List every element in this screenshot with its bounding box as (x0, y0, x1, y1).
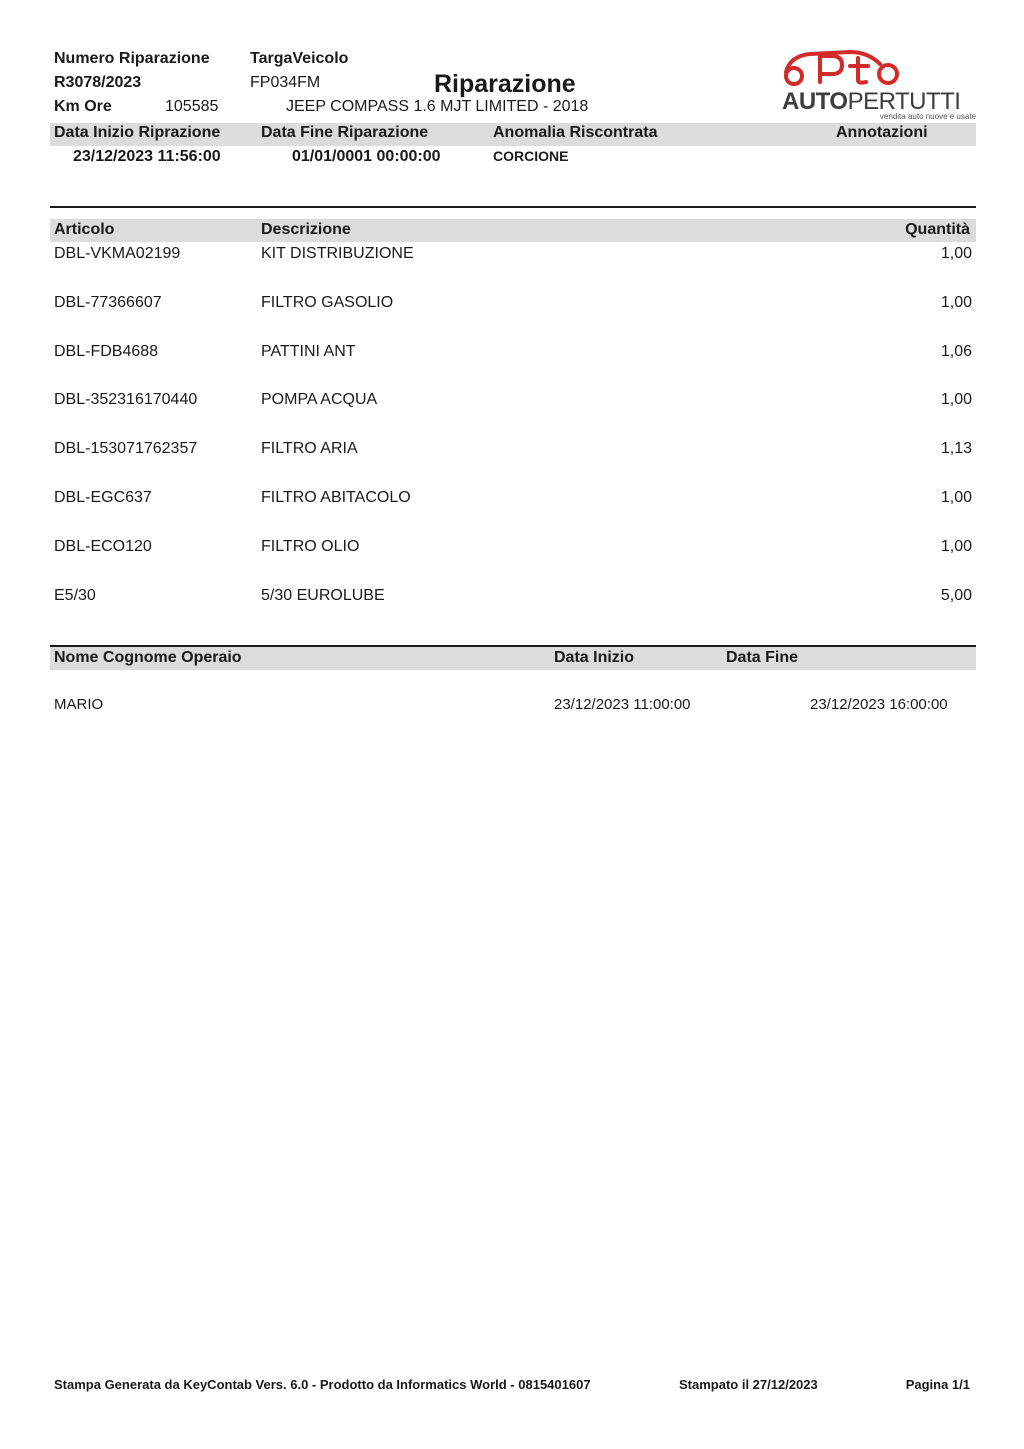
vehicle-description: JEEP COMPASS 1.6 MJT LIMITED - 2018 (286, 98, 589, 115)
item-description: PATTINI ANT (261, 342, 356, 360)
col-quantity-header: Quantità (905, 221, 970, 238)
km-value: 105585 (165, 98, 219, 115)
item-description: FILTRO GASOLIO (261, 293, 394, 311)
anomaly-label: Anomalia Riscontrata (493, 124, 658, 141)
item-code: DBL-EGC637 (54, 489, 152, 506)
item-description: POMPA ACQUA (261, 391, 378, 409)
item-quantity: 1,00 (940, 391, 972, 409)
item-quantity: 1,00 (940, 489, 972, 506)
start-date-value: 23/12/2023 11:56:00 (73, 148, 221, 165)
items-header-bar (50, 219, 976, 242)
item-description: KIT DISTRIBUZIONE (261, 245, 414, 262)
col-worker-end-header: Data Fine (726, 649, 799, 666)
logo-wordmark: AUTOPERTUTTI (782, 88, 961, 115)
col-description-header: Descrizione (261, 221, 351, 238)
item-quantity: 1,00 (940, 293, 972, 311)
start-date-label: Data Inizio Riprazione (54, 124, 221, 141)
notes-label: Annotazioni (836, 124, 928, 141)
page-title: Riparazione (434, 70, 576, 98)
table-row (54, 538, 972, 558)
item-description: FILTRO OLIO (261, 537, 360, 555)
numero-label: Numero Riparazione (54, 50, 210, 67)
col-worker-name-header: Nome Cognome Operaio (54, 649, 242, 666)
item-quantity: 1,06 (940, 342, 972, 360)
item-quantity: 1,13 (940, 440, 972, 458)
item-code: DBL-VKMA02199 (54, 245, 181, 262)
items-top-rule (50, 206, 976, 208)
table-row (54, 245, 972, 265)
footer-page-number: Pagina 1/1 (905, 1377, 970, 1392)
item-description: FILTRO ABITACOLO (261, 489, 411, 506)
footer-generated: Stampa Generata da KeyContab Vers. 6.0 - Prodotto da Informatics World - 0815401607 (54, 1377, 591, 1392)
end-date-label: Data Fine Riparazione (261, 124, 429, 141)
table-row (54, 587, 972, 607)
item-code: DBL-ECO120 (54, 537, 152, 555)
item-code: DBL-77366607 (54, 293, 162, 311)
worker-start: 23/12/2023 11:00:00 (554, 696, 691, 713)
worker-end: 23/12/2023 16:00:00 (810, 696, 948, 713)
item-description: FILTRO ARIA (261, 440, 358, 458)
table-row (54, 343, 972, 363)
table-row (54, 294, 972, 314)
km-label: Km Ore (54, 98, 112, 115)
end-date-value: 01/01/0001 00:00:00 (292, 148, 441, 165)
anomaly-value: CORCIONE (493, 148, 569, 164)
car-logo-icon (780, 46, 910, 88)
company-logo (778, 46, 978, 124)
item-code: DBL-153071762357 (54, 440, 198, 458)
item-quantity: 1,00 (940, 245, 972, 262)
item-code: DBL-FDB4688 (54, 342, 159, 360)
item-description: 5/30 EUROLUBE (261, 586, 385, 604)
targa-label: TargaVeicolo (250, 50, 349, 67)
footer-printed-date: Stampato il 27/12/2023 (679, 1377, 818, 1392)
table-row (54, 391, 972, 411)
item-quantity: 5,00 (940, 586, 972, 604)
col-article-header: Articolo (54, 221, 115, 238)
table-row (54, 440, 972, 460)
col-worker-start-header: Data Inizio (554, 649, 635, 666)
item-code: DBL-352316170440 (54, 391, 198, 409)
numero-value: R3078/2023 (54, 74, 142, 91)
item-quantity: 1,00 (940, 537, 972, 555)
worker-name: MARIO (54, 696, 104, 713)
table-row (54, 489, 972, 509)
logo-tagline: vendita auto nuove e usate (879, 112, 976, 121)
targa-value: FP034FM (250, 74, 321, 91)
item-code: E5/30 (54, 586, 96, 604)
